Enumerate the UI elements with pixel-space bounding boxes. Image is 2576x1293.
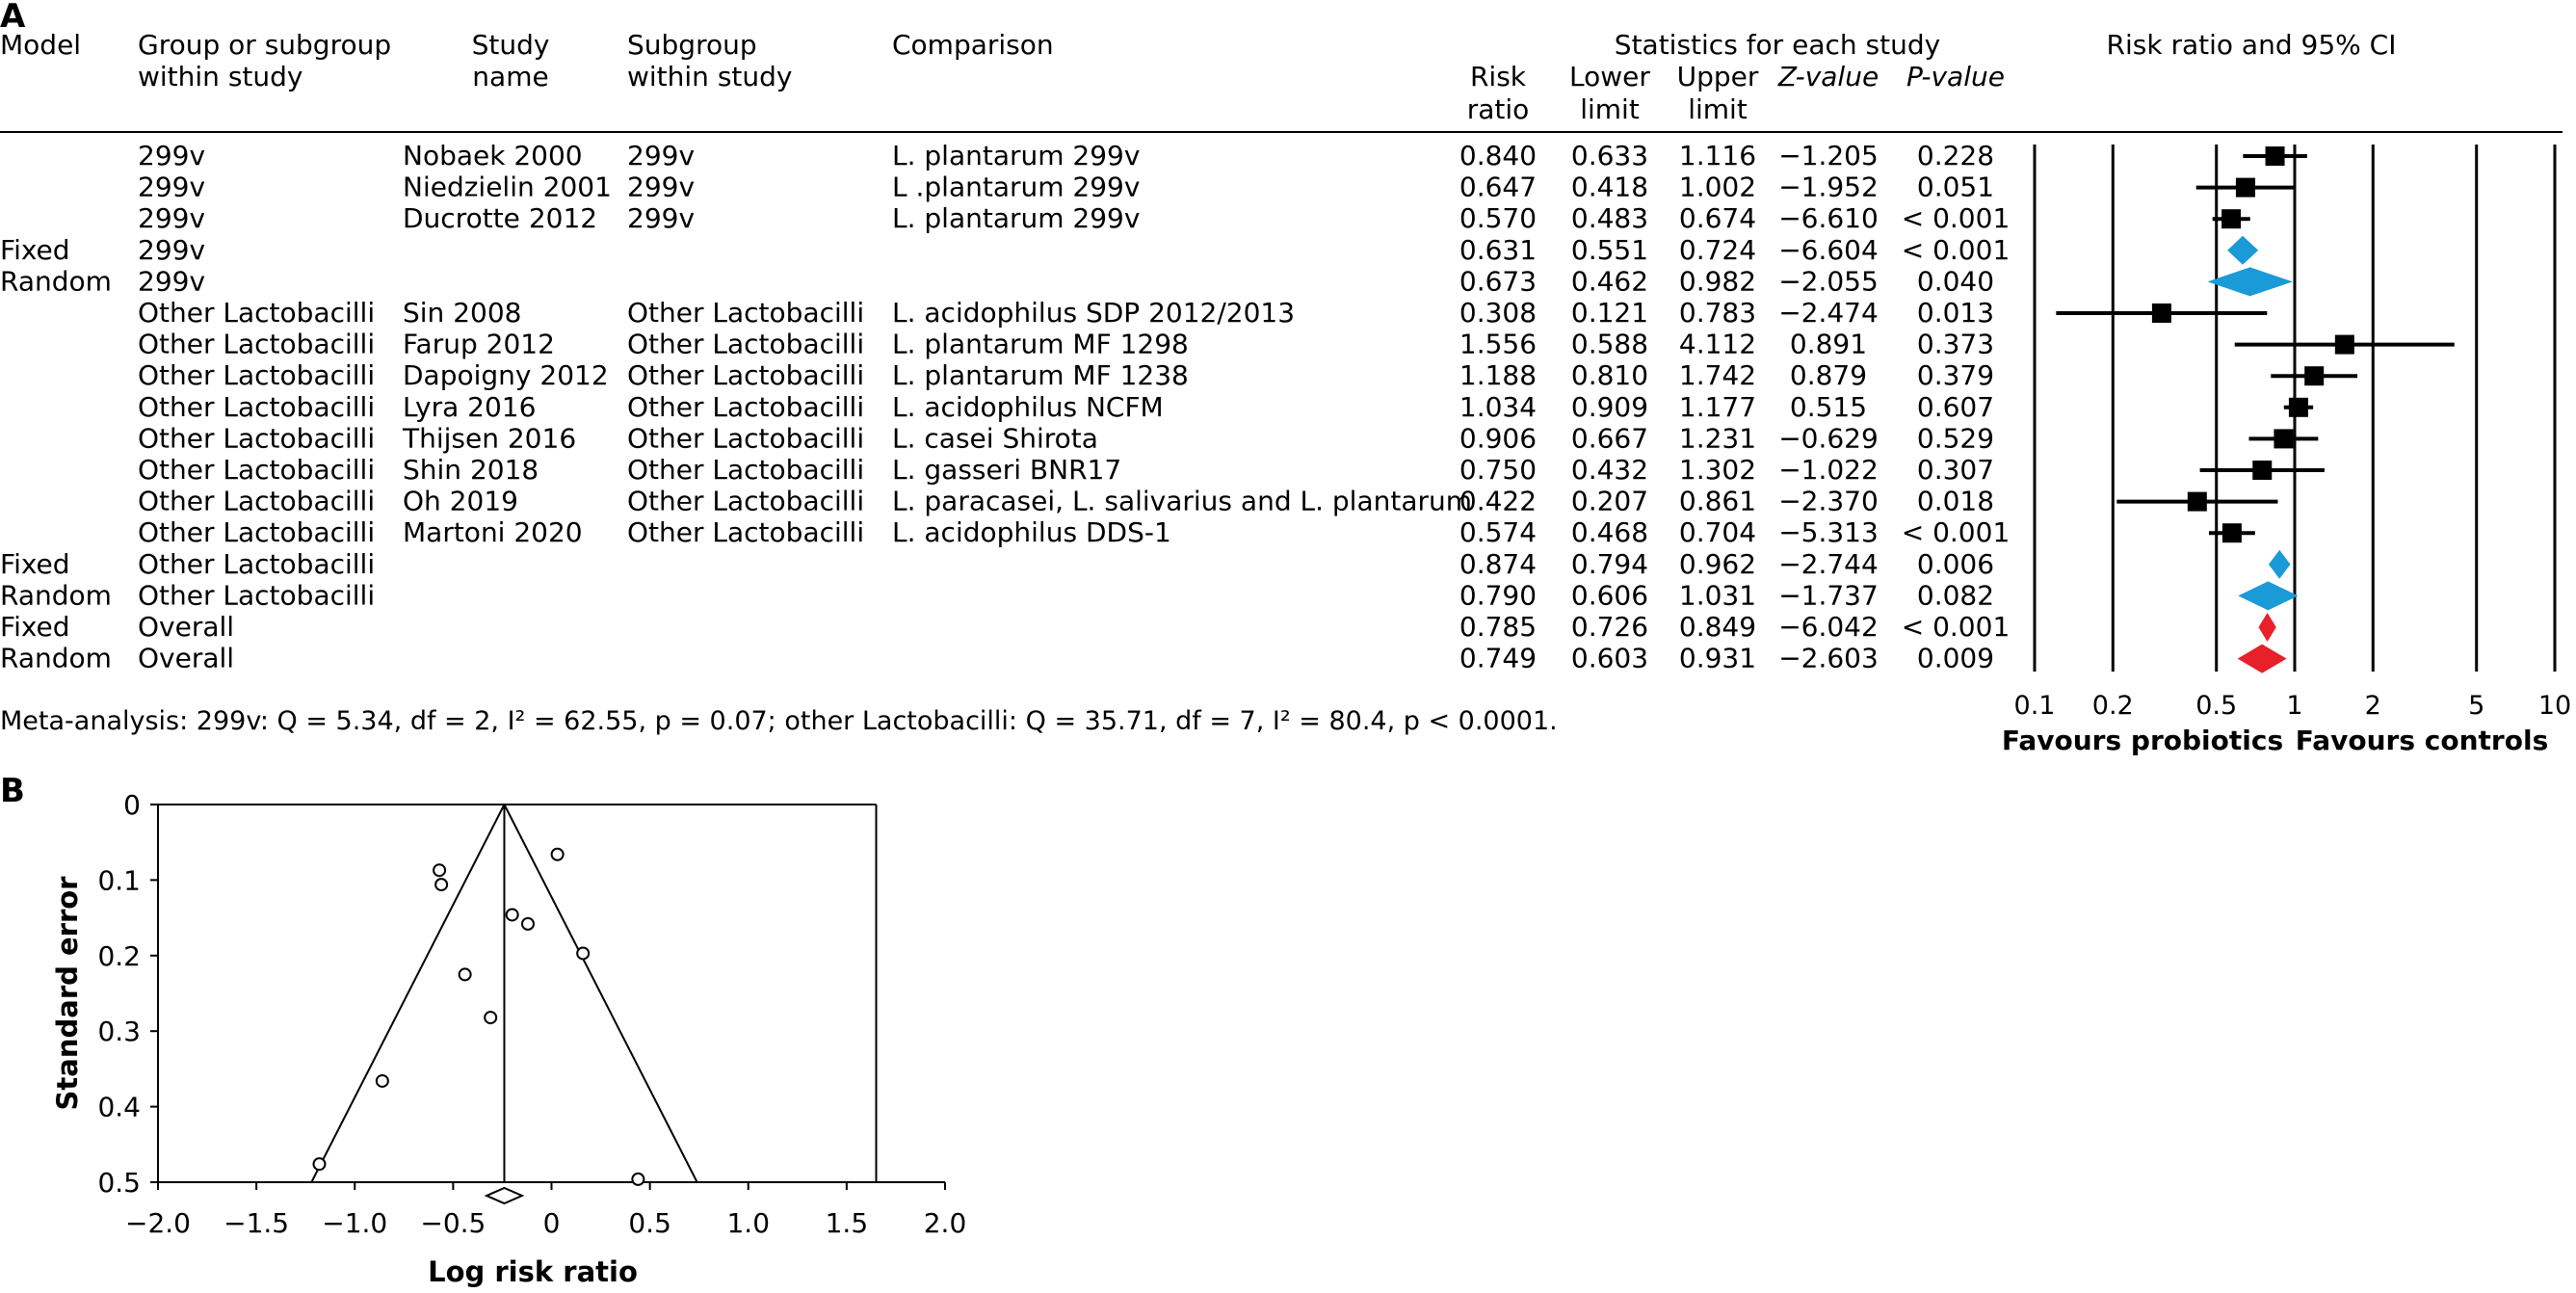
table-row	[138, 329, 1994, 360]
cell-study: Dapoigny 2012	[403, 359, 609, 392]
cell-group: Other Lactobacilli	[138, 547, 376, 580]
cell-subgroup: 299v	[627, 171, 696, 203]
forest-study-marker	[2188, 492, 2207, 512]
cell-group: Other Lactobacilli	[138, 390, 376, 423]
funnel-study-point	[313, 1158, 325, 1170]
cell-study: Oh 2019	[403, 485, 518, 517]
table-row	[138, 422, 1994, 454]
cell-risk-ratio: 1.188	[1459, 359, 1538, 392]
cell-lower-limit: 0.462	[1570, 265, 1649, 298]
funnel-x-tick-label: 0.5	[628, 1207, 671, 1239]
forest-study-marker	[2266, 146, 2285, 166]
forest-study-marker	[2274, 429, 2293, 448]
forest-subgroup-diamond	[2207, 267, 2292, 296]
table-row	[138, 172, 1994, 203]
forest-plot	[2002, 145, 2571, 756]
table-header	[0, 29, 2396, 125]
cell-lower-limit: 0.794	[1570, 547, 1649, 580]
cell-upper-limit: 0.861	[1678, 485, 1757, 517]
cell-lower-limit: 0.588	[1570, 328, 1649, 360]
header-group-line2: within study	[138, 61, 303, 92]
meta-analysis-note: Meta-analysis: 299v: Q = 5.34, df = 2, I² = 62.55, p = 0.07; other Lactobacilli: Q = 35.71, df = 7, I² = 80.4, p < 0.0001.	[0, 706, 1558, 736]
cell-risk-ratio: 0.785	[1459, 611, 1538, 643]
cell-comparison: L .plantarum 299v	[892, 171, 1141, 203]
cell-p-value: 0.018	[1916, 485, 1995, 517]
cell-z-value: 0.515	[1789, 390, 1868, 423]
cell-comparison: L. plantarum MF 1298	[892, 328, 1189, 360]
panel-label-b: B	[0, 772, 25, 810]
cell-risk-ratio: 0.840	[1459, 140, 1538, 172]
cell-lower-limit: 0.633	[1570, 140, 1649, 172]
header-study-line1: Study	[471, 29, 550, 61]
table-row	[138, 359, 1994, 391]
funnel-x-axis-label: Log risk ratio	[428, 1255, 638, 1288]
cell-group: 299v	[138, 140, 206, 172]
header-ci-title: Risk ratio and 95% CI	[2106, 29, 2397, 61]
cell-lower-limit: 0.432	[1570, 454, 1649, 486]
cell-z-value: −0.629	[1778, 422, 1879, 455]
cell-p-value: 0.082	[1916, 579, 1995, 612]
cell-group: 299v	[138, 233, 206, 266]
cell-p-value: 0.529	[1916, 422, 1995, 455]
cell-study: Nobaek 2000	[403, 140, 583, 172]
cell-subgroup: 299v	[627, 140, 696, 172]
cell-comparison: L. plantarum 299v	[892, 140, 1141, 172]
cell-subgroup: Other Lactobacilli	[627, 422, 865, 455]
cell-z-value: −2.744	[1778, 547, 1879, 580]
cell-p-value: 0.013	[1916, 297, 1995, 329]
forest-tick-label: 0.1	[2013, 691, 2056, 721]
table-row	[0, 234, 2010, 266]
table-row	[138, 391, 1994, 423]
funnel-study-point	[377, 1075, 388, 1087]
cell-z-value: −1.205	[1778, 140, 1879, 172]
cell-risk-ratio: 0.906	[1459, 422, 1538, 455]
table-row	[0, 611, 2010, 643]
funnel-y-tick-label: 0.2	[97, 939, 141, 972]
forest-tick-label: 1	[2286, 691, 2303, 721]
header-z: Z-value	[1777, 61, 1879, 92]
cell-risk-ratio: 0.673	[1459, 265, 1538, 298]
cell-upper-limit: 0.674	[1678, 202, 1757, 235]
cell-p-value: 0.051	[1916, 171, 1995, 203]
cell-study: Farup 2012	[403, 328, 555, 360]
cell-p-value: 0.040	[1916, 265, 1995, 298]
cell-subgroup: Other Lactobacilli	[627, 454, 865, 486]
forest-study-marker	[2335, 335, 2354, 355]
funnel-y-tick-label: 0.3	[97, 1016, 141, 1048]
cell-upper-limit: 0.962	[1678, 547, 1757, 580]
cell-model: Random	[0, 642, 112, 674]
table-row	[138, 454, 1994, 486]
funnel-summary-diamond	[486, 1188, 522, 1203]
forest-study-marker	[2221, 209, 2241, 228]
cell-risk-ratio: 0.570	[1459, 202, 1538, 235]
forest-study-marker	[2289, 398, 2308, 417]
cell-p-value: 0.006	[1916, 547, 1995, 580]
cell-z-value: 0.891	[1789, 328, 1868, 360]
funnel-left-limit	[311, 805, 504, 1182]
cell-model: Fixed	[0, 547, 70, 580]
funnel-y-tick-label: 0.5	[97, 1167, 141, 1199]
funnel-y-tick-label: 0	[123, 789, 141, 821]
forest-tick-label: 5	[2468, 691, 2485, 721]
cell-risk-ratio: 0.308	[1459, 297, 1538, 329]
table-row	[0, 579, 1994, 611]
cell-upper-limit: 1.031	[1678, 579, 1757, 612]
cell-study: Sin 2008	[403, 297, 522, 329]
cell-model: Random	[0, 265, 112, 298]
forest-tick-label: 10	[2537, 691, 2572, 721]
cell-lower-limit: 0.121	[1570, 297, 1649, 329]
cell-lower-limit: 0.551	[1570, 233, 1649, 266]
header-lower-line2: limit	[1580, 93, 1640, 125]
cell-group: Other Lactobacilli	[138, 422, 376, 455]
cell-z-value: −2.370	[1778, 485, 1879, 517]
cell-group: Overall	[138, 611, 235, 643]
funnel-x-tick-label: −0.5	[420, 1207, 486, 1239]
cell-subgroup: 299v	[627, 202, 696, 235]
cell-upper-limit: 1.177	[1678, 390, 1757, 423]
funnel-right-limit	[504, 805, 697, 1182]
funnel-y-tick-label: 0.1	[97, 864, 141, 897]
cell-p-value: 0.373	[1916, 328, 1995, 360]
cell-model: Fixed	[0, 611, 70, 643]
funnel-study-point	[460, 968, 471, 980]
cell-risk-ratio: 0.422	[1459, 485, 1538, 517]
cell-upper-limit: 0.704	[1678, 516, 1757, 549]
table-body	[0, 140, 2010, 674]
cell-comparison: L. casei Shirota	[892, 422, 1098, 455]
cell-p-value: < 0.001	[1901, 233, 2011, 266]
cell-p-value: 0.009	[1916, 642, 1995, 674]
cell-lower-limit: 0.483	[1570, 202, 1649, 235]
header-group-line1: Group or subgroup	[138, 29, 392, 61]
header-stats-title: Statistics for each study	[1614, 29, 1941, 61]
cell-study: Niedzielin 2001	[403, 171, 612, 203]
cell-subgroup: Other Lactobacilli	[627, 359, 865, 392]
cell-model: Random	[0, 579, 112, 612]
cell-subgroup: Other Lactobacilli	[627, 328, 865, 360]
table-row	[138, 202, 2010, 234]
panel-label-a: A	[0, 0, 26, 36]
funnel-study-point	[632, 1174, 644, 1185]
cell-risk-ratio: 0.750	[1459, 454, 1538, 486]
cell-lower-limit: 0.603	[1570, 642, 1649, 674]
cell-comparison: L. acidophilus DDS-1	[892, 516, 1171, 549]
forest-overall-diamond	[2258, 613, 2275, 642]
funnel-study-point	[435, 879, 447, 890]
cell-p-value: < 0.001	[1901, 202, 2011, 235]
cell-upper-limit: 0.724	[1678, 233, 1757, 266]
cell-risk-ratio: 0.874	[1459, 547, 1538, 580]
cell-risk-ratio: 1.034	[1459, 390, 1538, 423]
cell-z-value: −6.604	[1778, 233, 1879, 266]
table-row	[0, 643, 1994, 674]
cell-study: Ducrotte 2012	[403, 202, 598, 235]
cell-group: Other Lactobacilli	[138, 516, 376, 549]
forest-tick-label: 0.5	[2195, 691, 2238, 721]
cell-study: Martoni 2020	[403, 516, 583, 549]
cell-comparison: L. plantarum MF 1238	[892, 359, 1189, 392]
header-comparison: Comparison	[892, 29, 1054, 61]
cell-z-value: −2.055	[1778, 265, 1879, 298]
cell-subgroup: Other Lactobacilli	[627, 485, 865, 517]
cell-upper-limit: 4.112	[1678, 328, 1757, 360]
header-model: Model	[0, 29, 82, 61]
forest-study-marker	[2152, 303, 2171, 323]
cell-z-value: −2.474	[1778, 297, 1879, 329]
header-upper-line2: limit	[1688, 93, 1748, 125]
forest-favours-right: Favours controls	[2295, 725, 2549, 756]
table-row	[138, 140, 1994, 172]
cell-z-value: −6.610	[1778, 202, 1879, 235]
cell-lower-limit: 0.468	[1570, 516, 1649, 549]
funnel-study-point	[552, 849, 564, 860]
cell-upper-limit: 0.982	[1678, 265, 1757, 298]
cell-lower-limit: 0.810	[1570, 359, 1649, 392]
forest-study-marker	[2252, 461, 2272, 480]
forest-study-marker	[2304, 366, 2324, 385]
cell-lower-limit: 0.606	[1570, 579, 1649, 612]
header-study-line2: name	[472, 61, 549, 92]
cell-z-value: 0.879	[1789, 359, 1868, 392]
cell-group: Overall	[138, 642, 235, 674]
cell-upper-limit: 1.116	[1678, 140, 1757, 172]
cell-study: Lyra 2016	[403, 390, 537, 423]
cell-upper-limit: 1.002	[1678, 171, 1757, 203]
funnel-study-point	[577, 947, 589, 959]
funnel-x-tick-label: 1.0	[726, 1207, 771, 1239]
cell-lower-limit: 0.667	[1570, 422, 1649, 455]
cell-p-value: 0.379	[1916, 359, 1995, 392]
table-row	[138, 486, 1994, 517]
forest-tick-label: 0.2	[2091, 691, 2134, 721]
cell-group: Other Lactobacilli	[138, 579, 376, 612]
cell-p-value: 0.307	[1916, 454, 1995, 486]
funnel-study-point	[522, 918, 534, 930]
cell-lower-limit: 0.909	[1570, 390, 1649, 423]
cell-comparison: L. plantarum 299v	[892, 202, 1141, 235]
cell-subgroup: Other Lactobacilli	[627, 390, 865, 423]
header-subgroup-line2: within study	[627, 61, 793, 92]
funnel-study-point	[507, 909, 518, 920]
cell-group: Other Lactobacilli	[138, 359, 376, 392]
cell-group: Other Lactobacilli	[138, 328, 376, 360]
funnel-x-tick-label: 1.5	[825, 1207, 869, 1239]
cell-z-value: −1.737	[1778, 579, 1879, 612]
cell-subgroup: Other Lactobacilli	[627, 297, 865, 329]
header-upper-line1: Upper	[1676, 61, 1759, 92]
cell-study: Shin 2018	[403, 454, 539, 486]
forest-study-marker	[2236, 178, 2255, 198]
cell-z-value: −6.042	[1778, 611, 1879, 643]
funnel-x-tick-label: −2.0	[125, 1207, 191, 1239]
cell-group: 299v	[138, 265, 206, 298]
funnel-study-point	[485, 1012, 496, 1023]
table-row	[138, 297, 1994, 329]
forest-tick-label: 2	[2364, 691, 2381, 721]
forest-subgroup-diamond	[2269, 550, 2291, 579]
cell-comparison: L. paracasei, L. salivarius and L. plantarum	[892, 485, 1473, 517]
cell-z-value: −1.952	[1778, 171, 1879, 203]
cell-upper-limit: 0.783	[1678, 297, 1757, 329]
cell-comparison: L. gasseri BNR17	[892, 454, 1122, 486]
forest-study-marker	[2222, 523, 2242, 542]
forest-subgroup-diamond	[2227, 236, 2258, 265]
cell-risk-ratio: 0.574	[1459, 516, 1538, 549]
table-row	[138, 516, 2010, 548]
cell-z-value: −1.022	[1778, 454, 1879, 486]
cell-upper-limit: 0.849	[1678, 611, 1757, 643]
cell-group: 299v	[138, 171, 206, 203]
cell-risk-ratio: 0.631	[1459, 233, 1538, 266]
cell-group: 299v	[138, 202, 206, 235]
cell-risk-ratio: 0.749	[1459, 642, 1538, 674]
header-rr-line2: ratio	[1466, 93, 1530, 125]
funnel-study-point	[434, 864, 445, 876]
cell-p-value: < 0.001	[1901, 611, 2011, 643]
cell-upper-limit: 1.231	[1678, 422, 1757, 455]
cell-risk-ratio: 0.790	[1459, 579, 1538, 612]
funnel-y-axis-label: Standard error	[51, 876, 84, 1111]
header-p: P-value	[1906, 61, 2005, 92]
funnel-x-tick-label: −1.0	[322, 1207, 388, 1239]
funnel-x-tick-label: 0	[542, 1207, 561, 1239]
forest-overall-diamond	[2238, 645, 2287, 673]
cell-risk-ratio: 1.556	[1459, 328, 1538, 360]
cell-comparison: L. acidophilus NCFM	[892, 390, 1164, 423]
cell-group: Other Lactobacilli	[138, 485, 376, 517]
header-subgroup-line1: Subgroup	[627, 29, 757, 61]
cell-lower-limit: 0.418	[1570, 171, 1649, 203]
cell-upper-limit: 1.302	[1678, 454, 1757, 486]
cell-p-value: < 0.001	[1901, 516, 2011, 549]
forest-subgroup-diamond	[2238, 581, 2298, 610]
cell-p-value: 0.228	[1916, 140, 1995, 172]
cell-z-value: −2.603	[1778, 642, 1879, 674]
funnel-x-tick-label: −1.5	[223, 1207, 290, 1239]
header-rr-line1: Risk	[1469, 61, 1527, 92]
funnel-y-tick-label: 0.4	[97, 1091, 141, 1123]
cell-subgroup: Other Lactobacilli	[627, 516, 865, 549]
cell-upper-limit: 0.931	[1678, 642, 1757, 674]
funnel-plot	[51, 789, 966, 1288]
cell-group: Other Lactobacilli	[138, 297, 376, 329]
cell-upper-limit: 1.742	[1678, 359, 1757, 392]
header-lower-line1: Lower	[1569, 61, 1650, 92]
cell-lower-limit: 0.207	[1570, 485, 1649, 517]
cell-group: Other Lactobacilli	[138, 454, 376, 486]
forest-favours-left: Favours probiotics	[2001, 725, 2284, 756]
cell-comparison: L. acidophilus SDP 2012/2013	[892, 297, 1296, 329]
cell-z-value: −5.313	[1778, 516, 1879, 549]
table-row	[0, 548, 1994, 580]
cell-lower-limit: 0.726	[1570, 611, 1649, 643]
table-row	[0, 265, 1994, 297]
funnel-x-tick-label: 2.0	[923, 1207, 967, 1239]
cell-study: Thijsen 2016	[403, 422, 577, 455]
cell-p-value: 0.607	[1916, 390, 1995, 423]
cell-risk-ratio: 0.647	[1459, 171, 1538, 203]
cell-model: Fixed	[0, 233, 70, 266]
